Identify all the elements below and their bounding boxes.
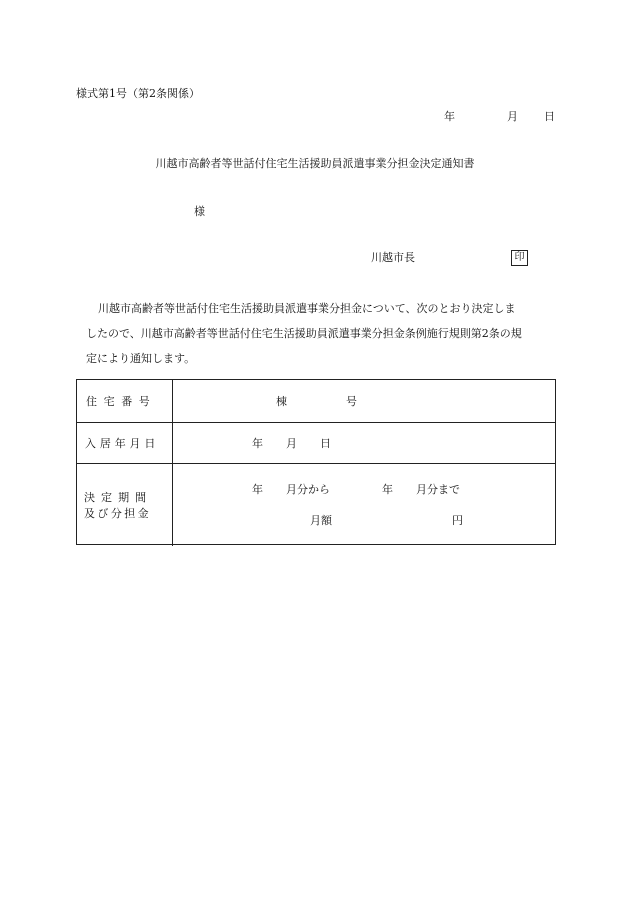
header-cell-move-in-date — [77, 423, 173, 463]
period-from-month: 月分から — [286, 483, 330, 496]
body-line-2: したので、川越市高齢者等世話付住宅生活援助員派遣事業分担金条例施行規則第2条の規 — [86, 327, 522, 340]
document-title: 川越市高齢者等世話付住宅生活援助員派遣事業分担金決定通知書 — [155, 157, 475, 170]
header-period: 決定期間 — [84, 491, 153, 504]
header-cell-period-and-fee — [77, 464, 173, 546]
move-in-day: 日 — [320, 437, 331, 450]
body-paragraph — [76, 296, 556, 371]
period-to-month: 月分まで — [416, 483, 460, 496]
addressee-suffix: 様 — [194, 205, 205, 218]
period-to-year: 年 — [382, 483, 393, 496]
header-cell-house-number — [77, 380, 173, 422]
move-in-year: 年 — [252, 437, 263, 450]
building-suffix: 棟 — [276, 395, 287, 408]
date-day: 日 — [544, 110, 555, 123]
value-cell-house-number — [173, 380, 555, 422]
form-number-label: 様式第1号（第2条関係） — [76, 87, 200, 100]
monthly-fee-label: 月額 — [310, 514, 332, 527]
date-month: 月 — [507, 110, 518, 123]
value-cell-move-in-date — [173, 423, 555, 463]
body-line-1: 川越市高齢者等世話付住宅生活援助員派遣事業分担金について、次のとおり決定しま — [98, 302, 516, 315]
header-fee: 及び分担金 — [84, 507, 152, 520]
yen-unit: 円 — [452, 514, 463, 527]
value-cell-period-and-fee — [173, 464, 555, 546]
table-row-house-number — [77, 380, 555, 423]
issue-date — [444, 111, 555, 122]
table-row-move-in-date — [77, 423, 555, 464]
date-year: 年 — [444, 110, 455, 123]
body-line-3: 定により通知します。 — [86, 352, 196, 365]
seal-mark: 印 — [511, 250, 528, 266]
decision-table — [76, 379, 556, 545]
header-move-in-date: 入居年月日 — [85, 437, 160, 450]
table-row-period-and-fee — [77, 464, 555, 546]
header-house-number: 住宅番号 — [86, 395, 157, 408]
number-suffix: 号 — [346, 395, 357, 408]
period-from-year: 年 — [252, 483, 263, 496]
move-in-month: 月 — [286, 437, 297, 450]
issuer-name: 川越市長 — [371, 251, 415, 264]
